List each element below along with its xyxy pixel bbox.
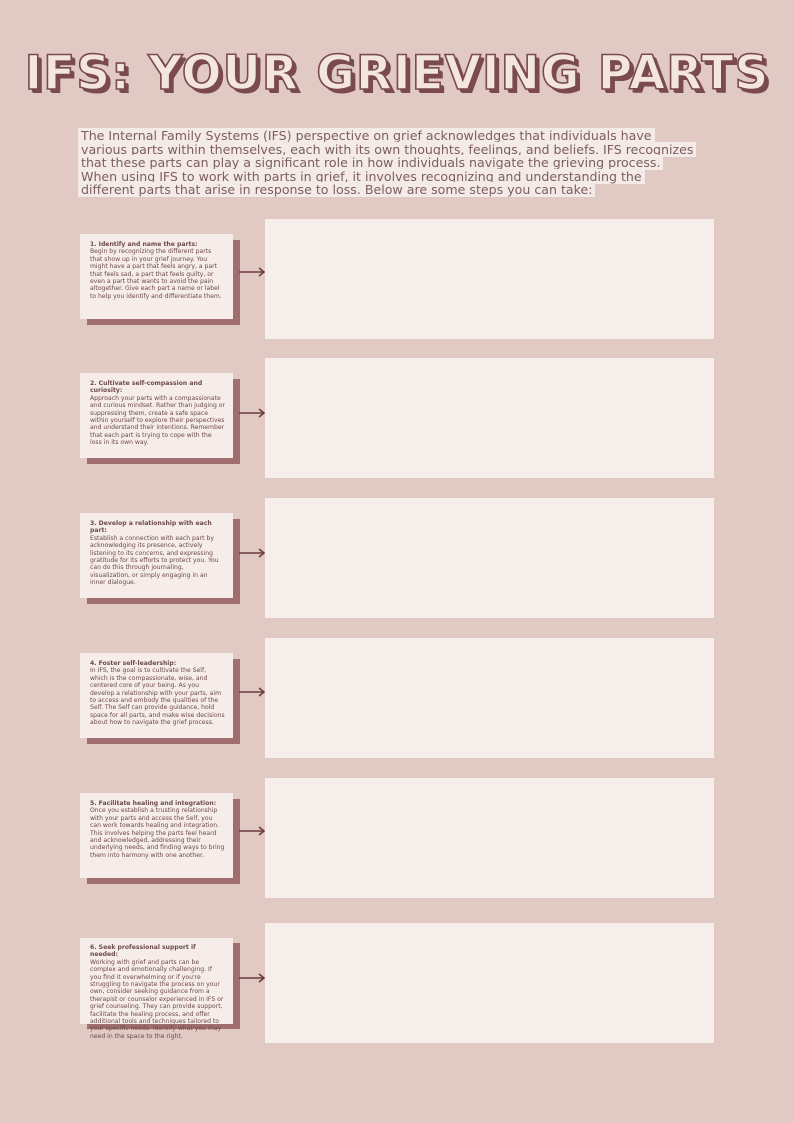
step-body: Begin by recognizing the different parts that show up in your grief journey. You might have a part that feels angry, a part that feels sad, a part that feels guilty, or even a part that wants to avoid the pain altogether. Give each part a name or label to help you identify and differentiate them. [90, 248, 222, 300]
writing-box[interactable] [265, 498, 714, 618]
arrow-right-icon [239, 687, 267, 697]
arrow-right-icon [239, 826, 267, 836]
step-card [80, 513, 233, 598]
step-body: Working with grief and parts can be complex and emotionally challenging. If you find it overwhelming or if you're struggling to navigate the process on your own, consider seeking guidance from a therapist or counselor experienced in IFS or grief counseling. They can provide support, facilitate the healing process, and offer additional tools and techniques tailored to your specific needs. Identify what you may need in the space to the right. [90, 958, 224, 1040]
step-card [80, 234, 233, 319]
step-card [80, 653, 233, 738]
step-card [80, 793, 233, 878]
step-title: 5. Facilitate healing and integration: [90, 800, 217, 807]
writing-box[interactable] [265, 219, 714, 339]
arrow-right-icon [239, 408, 267, 418]
arrow-right-icon [239, 267, 267, 277]
arrow-right-icon [239, 973, 267, 983]
intro-text: The Internal Family Systems (IFS) perspective on grief acknowledges that individuals have various parts within themselves, each with its own thoughts, feelings, and beliefs. IFS recognizes that these parts can play a significant role in how individuals navigate the grieving process. When using IFS to work with parts in grief, it involves recognizing and understanding the different parts that arise in response to loss. Below are some steps you can take: [78, 128, 696, 197]
writing-box[interactable] [265, 638, 714, 758]
writing-box[interactable] [265, 778, 714, 898]
writing-box[interactable] [265, 923, 714, 1043]
step-body: Establish a connection with each part by acknowledging its presence, actively listening to its concerns, and expressing gratitude for its efforts to protect you. You can do this through journaling, visualization, or simply engaging in an inner dialogue. [90, 534, 219, 587]
step-body: Once you establish a trusting relationship with your parts and access the Self, you can work towards healing and integration. This involves helping the parts feel heard and acknowledged, addressing their underlying needs, and finding ways to bring them into harmony with one another. [90, 807, 225, 859]
page-title: IFS: YOUR GRIEVING PARTS [24, 46, 770, 101]
step-body: Approach your parts with a compassionate and curious mindset. Rather than judging or suppressing them, create a safe space within yourself to explore their perspectives and understand their intentions. Remember that each part is trying to cope with the loss in its own way. [90, 394, 226, 447]
step-title: 6. Seek professional support if needed: [90, 944, 196, 959]
step-title: 2. Cultivate self-compassion and curiosity: [90, 380, 203, 395]
arrow-right-icon [239, 548, 267, 558]
step-title: 3. Develop a relationship with each part: [90, 520, 212, 535]
step-title: 1. Identify and name the parts: [90, 241, 198, 248]
writing-box[interactable] [265, 358, 714, 478]
step-card [80, 938, 233, 1040]
step-card [80, 373, 233, 458]
step-body: In IFS, the goal is to cultivate the Self, which is the compassionate, wise, and centered core of your being. As you develop a relationship with your parts, aim to access and embody the qualities of the Self. The Self can provide guidance, hold space for all parts, and make wise decisions about how to navigate the grief process. [90, 667, 225, 727]
intro-paragraph [78, 129, 698, 197]
step-title: 4. Foster self-leadership: [90, 660, 177, 667]
